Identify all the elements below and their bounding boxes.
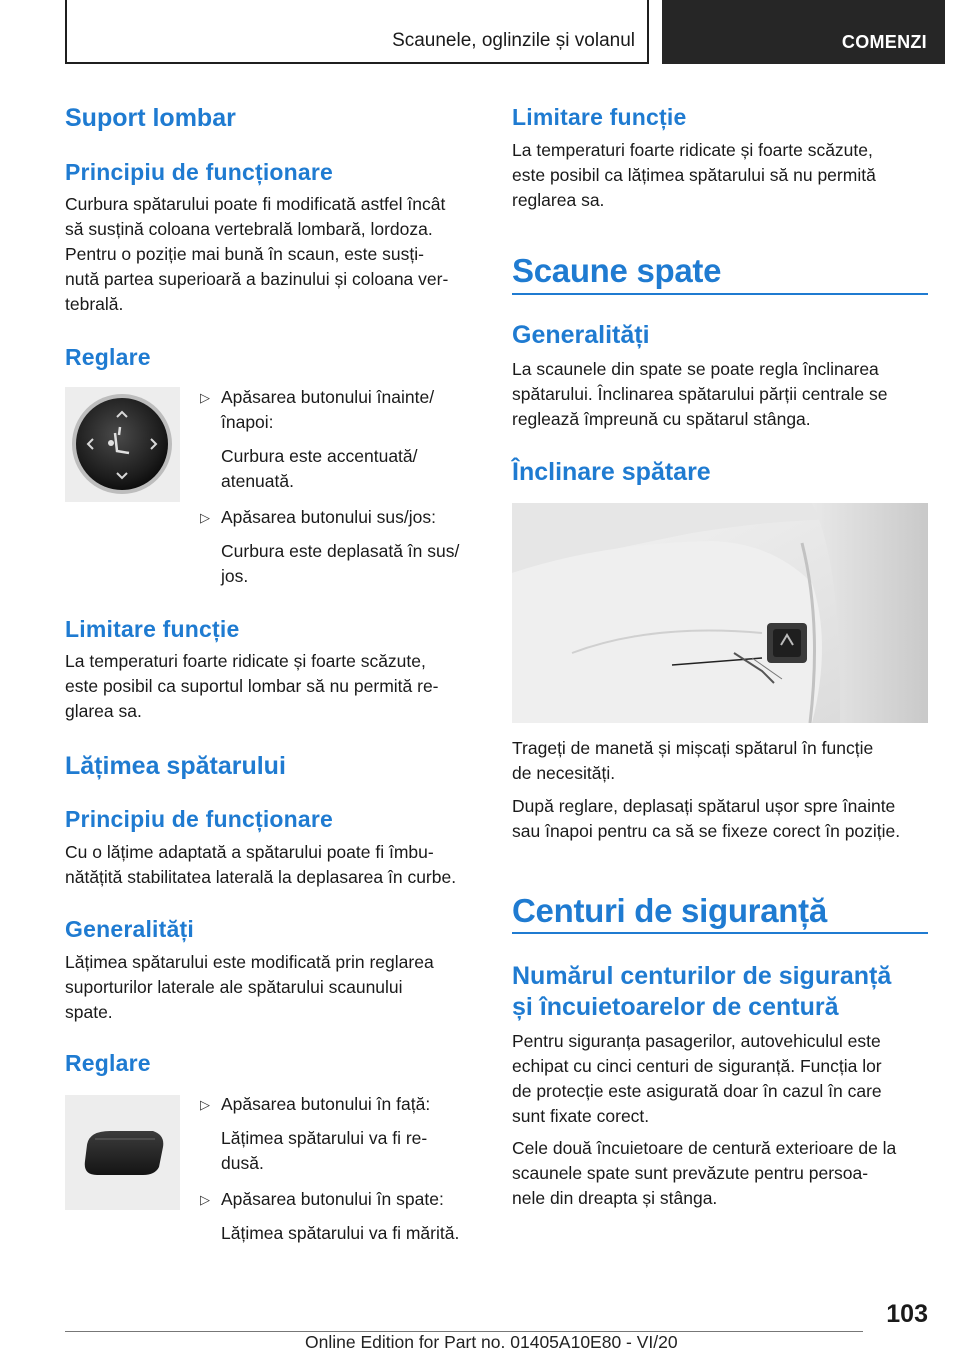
- lumbar-switch-image: [65, 387, 180, 502]
- list-item-description: [221, 1126, 480, 1176]
- list-item-title: Apăsarea butonului în spate:: [221, 1189, 444, 1209]
- text-line: nele din dreapta și stânga.: [512, 1188, 718, 1208]
- width-switch-icon: [65, 1095, 180, 1210]
- triangle-bullet-icon: ▷: [200, 1192, 210, 1207]
- text-line: La scaunele din spate se poate regla înclinarea: [512, 359, 879, 379]
- heading-seat-belts: Centuri de siguranță: [512, 892, 827, 929]
- text-line: Pentru siguranța pasagerilor, autovehiculul este: [512, 1031, 881, 1051]
- heading-general-2: Generalități: [512, 321, 650, 349]
- text-line: Cu o lățime adaptată a spătarului poate fi îmbu‐: [65, 842, 434, 862]
- header-box: [65, 0, 649, 64]
- list-item-description: [221, 444, 478, 494]
- lumbar-switch-icon: [65, 387, 180, 502]
- section-title: Scaunele, oglinzile și volanul: [392, 30, 635, 51]
- adjust-list-item: [188, 385, 478, 494]
- text-line: de necesități.: [512, 763, 616, 783]
- triangle-bullet-icon: ▷: [200, 390, 210, 405]
- text-line: nută partea superioară a bazinului și coloana ver‐: [65, 269, 449, 289]
- text-line: spătarului. Înclinarea spătarului părții centrale se: [512, 384, 888, 404]
- heading-adjust-1: Reglare: [65, 344, 151, 370]
- list-item-title: înapoi:: [221, 412, 274, 432]
- text-line: Lățimea spătarului va fi mărită.: [221, 1223, 460, 1243]
- text-line: La temperaturi foarte ridicate și foarte scăzute,: [65, 651, 426, 671]
- paragraph-principle-1: [65, 192, 448, 317]
- text-line: și încuietoarelor de centură: [512, 993, 839, 1021]
- text-line: jos.: [221, 566, 249, 586]
- rule-seat-belts: [512, 932, 928, 934]
- text-line: După reglare, deplasați spătarul ușor spre înainte: [512, 796, 896, 816]
- adjust-1-list: [188, 385, 478, 589]
- text-line: de protecție este asigurată doar în cazul în care: [512, 1081, 882, 1101]
- paragraph-belts-2: [512, 1136, 896, 1211]
- adjust-list-item: [188, 1092, 480, 1176]
- text-line: nătățită stabilitatea laterală la deplasarea în curbe.: [65, 867, 457, 887]
- adjust-list-item: [188, 505, 478, 589]
- triangle-bullet-icon: ▷: [200, 510, 210, 525]
- paragraph-incline-2: [512, 794, 900, 844]
- list-item-description: [221, 539, 478, 589]
- list-item-title: Apăsarea butonului sus/jos:: [221, 507, 436, 527]
- text-line: este posibil ca lățimea spătarului să nu permită: [512, 165, 876, 185]
- paragraph-incline-1: [512, 736, 873, 786]
- text-line: spate.: [65, 1002, 113, 1022]
- text-line: Curbura este accentuată/: [221, 446, 418, 466]
- width-switch-image: [65, 1095, 180, 1210]
- heading-adjust-2: Reglare: [65, 1050, 151, 1076]
- heading-backrest-width: Lățimea spătarului: [65, 752, 286, 780]
- list-item-title: Apăsarea butonului în față:: [221, 1094, 431, 1114]
- text-line: La temperaturi foarte ridicate și foarte scăzute,: [512, 140, 873, 160]
- heading-general-1: Generalități: [65, 916, 194, 942]
- text-line: Numărul centurilor de siguranță: [512, 962, 892, 990]
- text-line: atenuată.: [221, 471, 294, 491]
- text-line: suporturilor laterale ale spătarului scaunului: [65, 977, 403, 997]
- heading-rear-seats: Scaune spate: [512, 252, 722, 289]
- backrest-lever-photo: [512, 503, 928, 723]
- paragraph-limit-2: [512, 138, 876, 213]
- text-line: Curbura este deplasată în sus/: [221, 541, 460, 561]
- paragraph-belts-1: [512, 1029, 882, 1129]
- rule-rear-seats: [512, 293, 928, 295]
- header-tab-label: COMENZI: [841, 32, 927, 52]
- heading-limit-1: Limitare funcție: [65, 616, 240, 642]
- heading-backrest-incline: Înclinare spătare: [512, 458, 711, 486]
- adjust-list-item: [188, 1187, 480, 1246]
- text-line: reglează împreună cu spătarul stânga.: [512, 409, 811, 429]
- text-line: Pentru o poziție mai bună în scaun, este susți‐: [65, 244, 424, 264]
- text-line: este posibil ca suportul lombar să nu permită re‐: [65, 676, 439, 696]
- heading-lumbar-support: Suport lombar: [65, 104, 236, 132]
- list-item-title: Apăsarea butonului înainte/: [221, 387, 435, 407]
- edition-text: Online Edition for Part no. 01405A10E80 - VI/20: [305, 1332, 678, 1352]
- heading-principle-2: Principiu de funcționare: [65, 806, 334, 832]
- adjust-2-list: [188, 1092, 480, 1246]
- text-line: sunt fixate corect.: [512, 1106, 650, 1126]
- backrest-lever-illustration: [512, 503, 928, 723]
- text-line: sau înapoi pentru ca să se fixeze corect în poziție.: [512, 821, 901, 841]
- text-line: scaunele spate sunt prevăzute pentru persoa‐: [512, 1163, 869, 1183]
- text-line: tebrală.: [65, 294, 124, 314]
- header-tab: [662, 0, 945, 64]
- text-line: dusă.: [221, 1153, 264, 1173]
- paragraph-general-2: [512, 357, 887, 432]
- text-line: Trageți de manetă și mișcați spătarul în funcție: [512, 738, 874, 758]
- paragraph-limit-1: [65, 649, 439, 724]
- heading-belt-count: [512, 961, 891, 1023]
- paragraph-principle-2: [65, 840, 456, 890]
- heading-limit-2: Limitare funcție: [512, 104, 687, 130]
- text-line: glarea sa.: [65, 701, 142, 721]
- text-line: reglarea sa.: [512, 190, 605, 210]
- heading-principle-1: Principiu de funcționare: [65, 159, 334, 185]
- list-item-description: [221, 1221, 480, 1246]
- paragraph-general-1: [65, 950, 434, 1025]
- text-line: Lățimea spătarului este modificată prin reglarea: [65, 952, 434, 972]
- text-line: Lățimea spătarului va fi re‐: [221, 1128, 428, 1148]
- page-number: 103: [886, 1300, 928, 1328]
- text-line: Curbura spătarului poate fi modificată astfel încât: [65, 194, 446, 214]
- text-line: Cele două încuietoare de centură exterioare de la: [512, 1138, 897, 1158]
- text-line: echipat cu cinci centuri de siguranță. Funcția lor: [512, 1056, 882, 1076]
- text-line: să susțină coloana vertebrală lombară, lordoza.: [65, 219, 433, 239]
- triangle-bullet-icon: ▷: [200, 1097, 210, 1112]
